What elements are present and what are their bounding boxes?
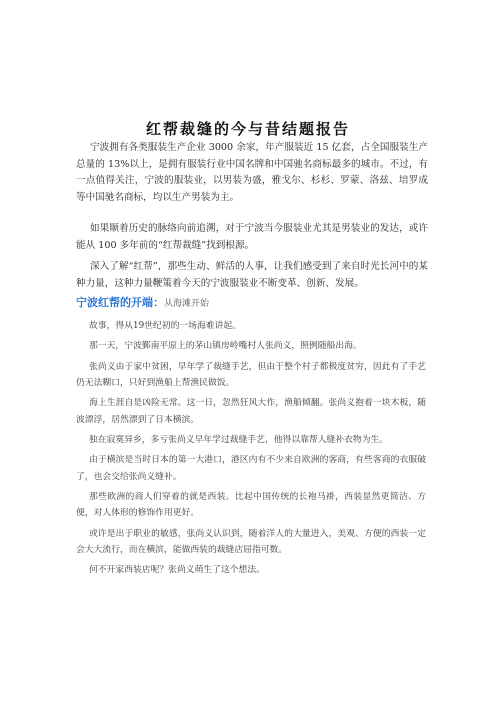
story-body <box>76 318 426 583</box>
story-paragraph: 何不开家西装店呢？张尚义萌生了这个想法。 <box>89 565 265 576</box>
section-heading-tail: 从海滩开始 <box>164 299 210 309</box>
story-paragraph: 由于横滨是当时日本的第一大港口，港区内有不少来自欧洲的客商，有些客商的衣服破了，也会交给张尚义缝补。 <box>76 455 426 482</box>
intro-paragraph-2-block <box>76 221 428 254</box>
intro-paragraph-3-block <box>76 259 428 292</box>
report-title: 红帮裁缝的今与昔结题报告 <box>145 120 350 138</box>
intro-paragraph-2: 如果顺着历史的脉络向前追溯，对于宁波当今服装业尤其是男装业的发达，或许能从 100 多年前的“红帮裁缝”找到根源。 <box>76 223 428 251</box>
story-paragraph: 海上生涯自是凶险无常。这一日，忽然狂风大作，渔船倾翻。张尚义抱着一块木板，随波漂浮，居然漂到了日本横滨。 <box>76 398 426 425</box>
story-paragraph: 那些欧洲的商人们穿着的就是西装。比起中国传统的长袍马褂，西装显然更简洁、方便，对人体形的修饰作用更好。 <box>76 492 426 519</box>
intro-paragraph-1: 宁波拥有各类服装生产企业 3000 余家，年产服装近 15 亿套，占全国服装生产总量的 13%以上，是拥有服装行业中国名牌和中国驰名商标最多的城市。不过，有一点值得关注，宁波的服装业，以男装为盛，雅戈尔、杉杉、罗蒙、洛兹、培罗成等中国驰名商标，均以生产男装为主。 <box>76 142 428 203</box>
story-paragraph: 或许是出于职业的敏感，张尚义认识到，随着洋人的大量进入，美观、方便的西装一定会大大流行，而在横滨，能做西装的裁缝店屈指可数。 <box>76 528 426 556</box>
section-heading-lead: 宁波红帮的开端： <box>76 296 164 309</box>
intro-paragraph-3: 深入了解“红帮”，那些生动、鲜活的人事，让我们感受到了来自时光长河中的某种力量，这种力量鞭策着今天的宁波服装业不断变革、创新、发展。 <box>76 261 428 289</box>
story-paragraph: 那一天，宁波鄞南平原上的茅山镇房岭嘴村人张尚义，照例随船出海。 <box>89 341 362 352</box>
story-paragraph: 张尚义由于家中贫困，早年学了裁缝手艺，但由于整个村子都极度贫穷，因此有了手艺仍无法糊口，只好到渔船上帮渔民做饭。 <box>76 361 426 388</box>
story-paragraph: 独在寂寞异乡，多亏张尚义早年学过裁缝手艺，他得以靠帮人缝补衣物为生。 <box>89 435 389 445</box>
story-paragraph: 故事，得从19世纪初的一场海难讲起。 <box>89 321 241 331</box>
section-heading <box>76 295 428 312</box>
intro-paragraph-1-block <box>76 140 428 206</box>
